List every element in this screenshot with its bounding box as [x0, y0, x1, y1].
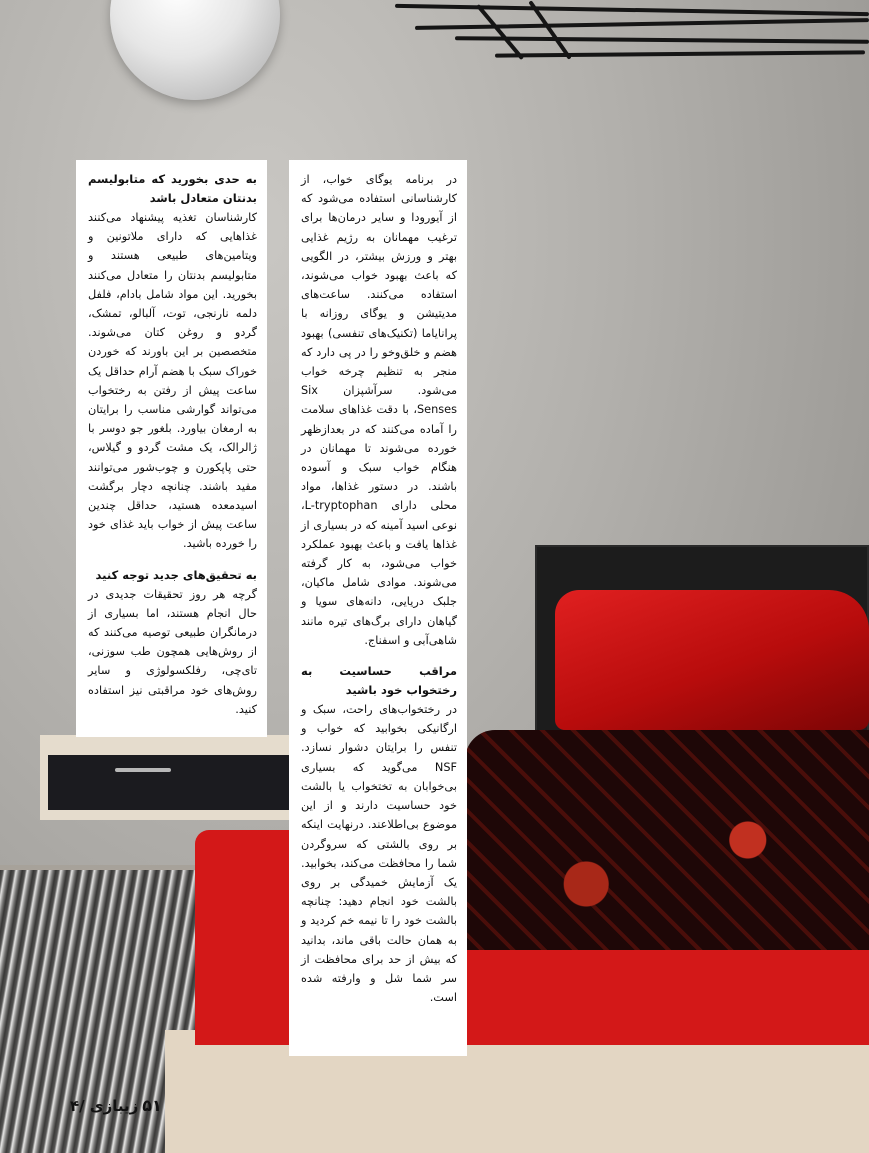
left-text-column [76, 160, 267, 737]
section-body-metabolism: کارشناسان تغذیه پیشنهاد می‌کنند غذاهایی که دارای ملاتونین و ویتامین‌های طبیعی هستند و متابولیسم بدنتان را متعادل می‌کنند بخورید. این مواد شامل بادام، فلفل دلمه نارنجی، توت، آلبالو، تمشک، گردو و روغن کتان می‌شوند. متخصصین بر این باورند که خوردن خوراک سبک با هضم آرام حداقل یک ساعت پیش از رفتن به رختخواب می‌تواند گوارشی مناسب را برایتان به ارمغان بیاورد. بلغور جو دوسر با ژالرالک، یک مشت گردو و گیلاس، حتی پاپکورن و چوب‌شور می‌توانند مفید باشند. چنانچه دچار برگشت اسیدمعده هستید، حداقل چندین ساعت پیش از خواب باید غذای خود را خورده باشید. [88, 211, 257, 551]
section-heading-research: به تحقیق‌های جدید توجه کنید [95, 567, 257, 582]
right-text-column [289, 160, 467, 1056]
section-body-research: گرچه هر روز تحقیقات جدیدی در حال انجام هستند، اما بسیاری از درمانگران طبیعی توصیه می‌کنند که از روش‌هایی همچون طب سوزنی، تای‌چی، رفلکسولوژی و سایر روش‌های خود مراقبتی نیز استفاده کنید. [88, 587, 257, 716]
red-pillow [555, 590, 869, 730]
section-body-bed-sensitivity: در رختخواب‌های راحت، سبک و ارگانیکی بخوابید که خواب و تنفس را برایتان دشوار نسازد. NSF می‌گوید که بسیاری بی‌خوابان به تختخواب یا بالشت خود حساسیت دارند و از این موضوع بی‌اطلاعند. درنهایت اینکه بر روی بالشتی که سروگردن شما را محافظت می‌کند، بخوابید. یک آزمایش خمیدگی بر روی بالشت خود انجام دهید: چنانچه بالشت خود را تا نیمه خم کردید و به همان حالت باقی ماند، بدانید که بیش از حد برای محافظت از سر شما شل و وارفته شده است. [301, 703, 457, 1005]
bed-frame [165, 1030, 869, 1153]
page-footer [70, 1096, 162, 1115]
intro-body-sleep-yoga: در برنامه یوگای خواب، از کارشناسانی استفاده می‌شود که از آیورودا و سایر درمان‌ها برای ترغیب مهمانان به رژیم غذایی بهتر و ورزش بیشتر، در الگویی که باعث بهبود خواب می‌شوند، استفاده می‌کنند. ساعت‌های مدیتیشن و یوگای روزانه با پرانایاما (تکنیک‌های تنفسی) بهبود هضم و خلق‌وخو را در پی دارد که منجر به تنظیم چرخه خواب می‌شود. سرآشپزان Six Senses، با دقت غذاهای سلامت را آماده می‌کنند که در بعدازظهر خورده می‌شوند تا مهمانان در هنگام خواب سبک و آسوده باشند. در دستور غذاها، مواد محلی دارای L-tryptophan، نوعی اسید آمینه که در بسیاری از غذاها یافت و باعث بهبود عملکرد خواب می‌شود، به کار گرفته می‌شوند. موادی شامل ماکیان، جلبک دریایی، دانه‌های سویا و گیاهان دارای برگ‌های تیره مانند شاهی‌آبی و اسفناج. [301, 173, 457, 647]
patterned-duvet [465, 730, 869, 950]
section-heading-metabolism: به حدی بخورید که متابولیسم بدنتان متعادل باشد [88, 172, 257, 205]
page-number: ۵۱ [142, 1096, 162, 1115]
drawer-handle [115, 768, 171, 772]
magazine-name: زیبازی /۴ [70, 1096, 139, 1115]
section-heading-bed-sensitivity: مراقب حساسیت به رختخواب خود باشید [301, 664, 457, 698]
wall-art [395, 0, 869, 70]
